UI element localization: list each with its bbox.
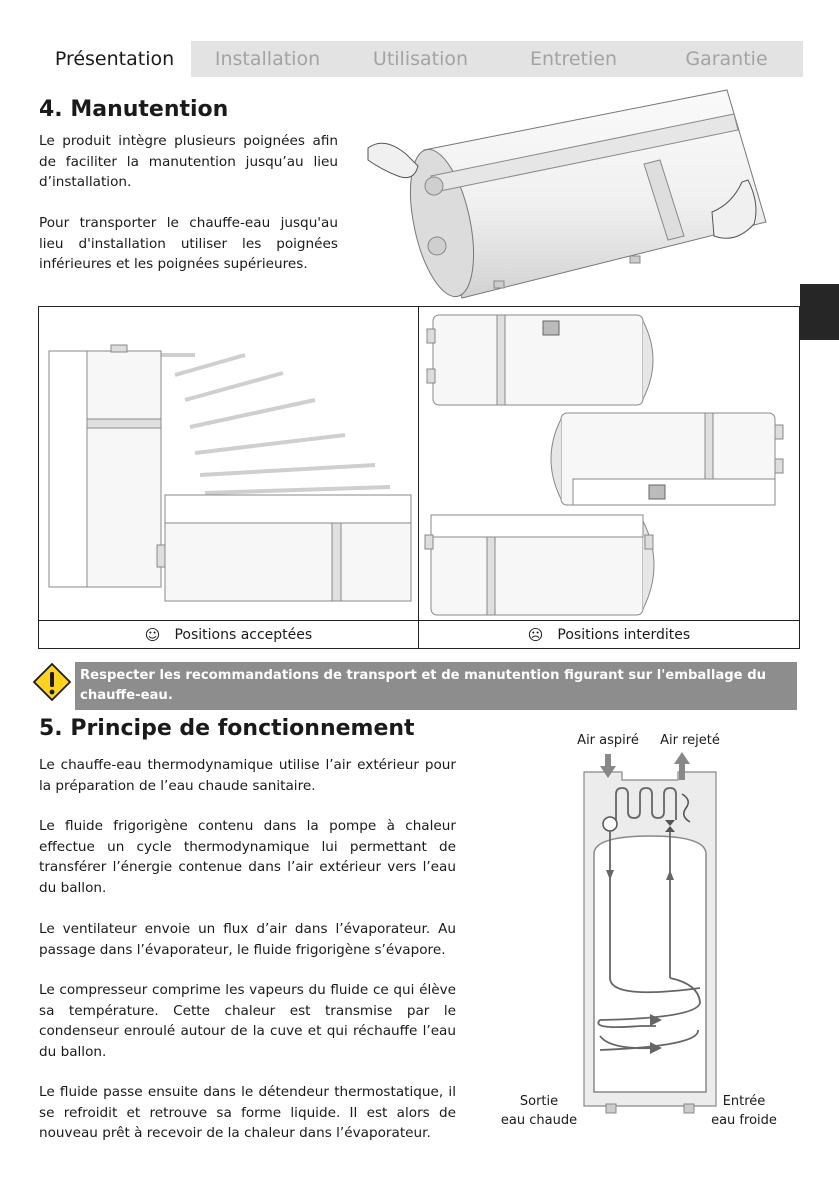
manutention-paragraph-2: Pour transporter le chauffe-eau jusqu'au lieu d'installation utiliser les poignées inférieures et les poignées supérieures. (39, 215, 338, 272)
smiley-icon: ☺ (144, 626, 161, 644)
hot-water-outlet-label: Sortie eau chaude (500, 1094, 578, 1128)
warning-message: Respecter les recommandations de transport et de manutention figurant sur l'emballage du chauffe-eau. (75, 662, 797, 710)
heat-pump-principle-diagram (580, 750, 720, 1116)
forbidden-positions-caption (419, 621, 799, 649)
warning-icon (32, 662, 72, 702)
principe-paragraph-4: Le compresseur comprime les vapeurs du fluide ce qui élève sa température. Cette chaleur est transmise par le condenseur enroulé autour de la cuve et qui réchauffe l’eau du ballon. (39, 982, 456, 1060)
forbidden-positions-illustration (423, 309, 797, 619)
carried-water-heater-illustration (362, 86, 782, 301)
tab-entretien[interactable]: Entretien (497, 41, 650, 77)
principe-paragraph-2: Le fluide frigorigène contenu dans la pompe à chaleur effectue un cycle thermodynamique lui permettant de transférer l’énergie contenue dans l’air extérieur vers l’eau du ballon. (39, 818, 456, 896)
principe-paragraph-1: Le chauffe-eau thermodynamique utilise l’air extérieur pour la préparation de l’eau chaude sanitaire. (39, 757, 456, 794)
nav-tabs (38, 41, 803, 77)
accepted-positions-caption (39, 621, 418, 649)
manutention-paragraph-1: Le produit intègre plusieurs poignées afin de faciliter la manutention jusqu’au lieu d’installation. (39, 133, 338, 190)
air-outlet-label: Air rejeté (660, 733, 720, 748)
cold-water-inlet-label: Entrée eau froide (711, 1094, 777, 1128)
air-inlet-label: Air aspiré (577, 733, 639, 748)
tab-garantie[interactable]: Garantie (650, 41, 803, 77)
tab-presentation[interactable]: Présentation (38, 41, 191, 77)
principe-paragraph-5: Le fluide passe ensuite dans le détendeur thermostatique, il se refroidit et retrouve sa forme liquide. Il est alors de nouveau prêt à recevoir de la chaleur dans l’évaporateur. (39, 1084, 456, 1141)
frowny-icon: ☹ (527, 626, 544, 644)
section-title-manutention: 4. Manutention (39, 97, 229, 122)
section-title-principe: 5. Principe de fonctionnement (39, 716, 415, 741)
orientation-table (38, 306, 800, 649)
tab-installation[interactable]: Installation (191, 41, 344, 77)
accepted-positions-illustration (45, 315, 415, 619)
chapter-marker (800, 284, 839, 340)
accepted-positions-label: Positions acceptées (174, 627, 313, 643)
tab-utilisation[interactable]: Utilisation (344, 41, 497, 77)
principe-paragraph-3: Le ventilateur envoie un flux d’air dans l’évaporateur. Au passage dans l’évaporateur, le fluide frigorigène s’évapore. (39, 921, 456, 958)
forbidden-positions-label: Positions interdites (557, 627, 691, 643)
